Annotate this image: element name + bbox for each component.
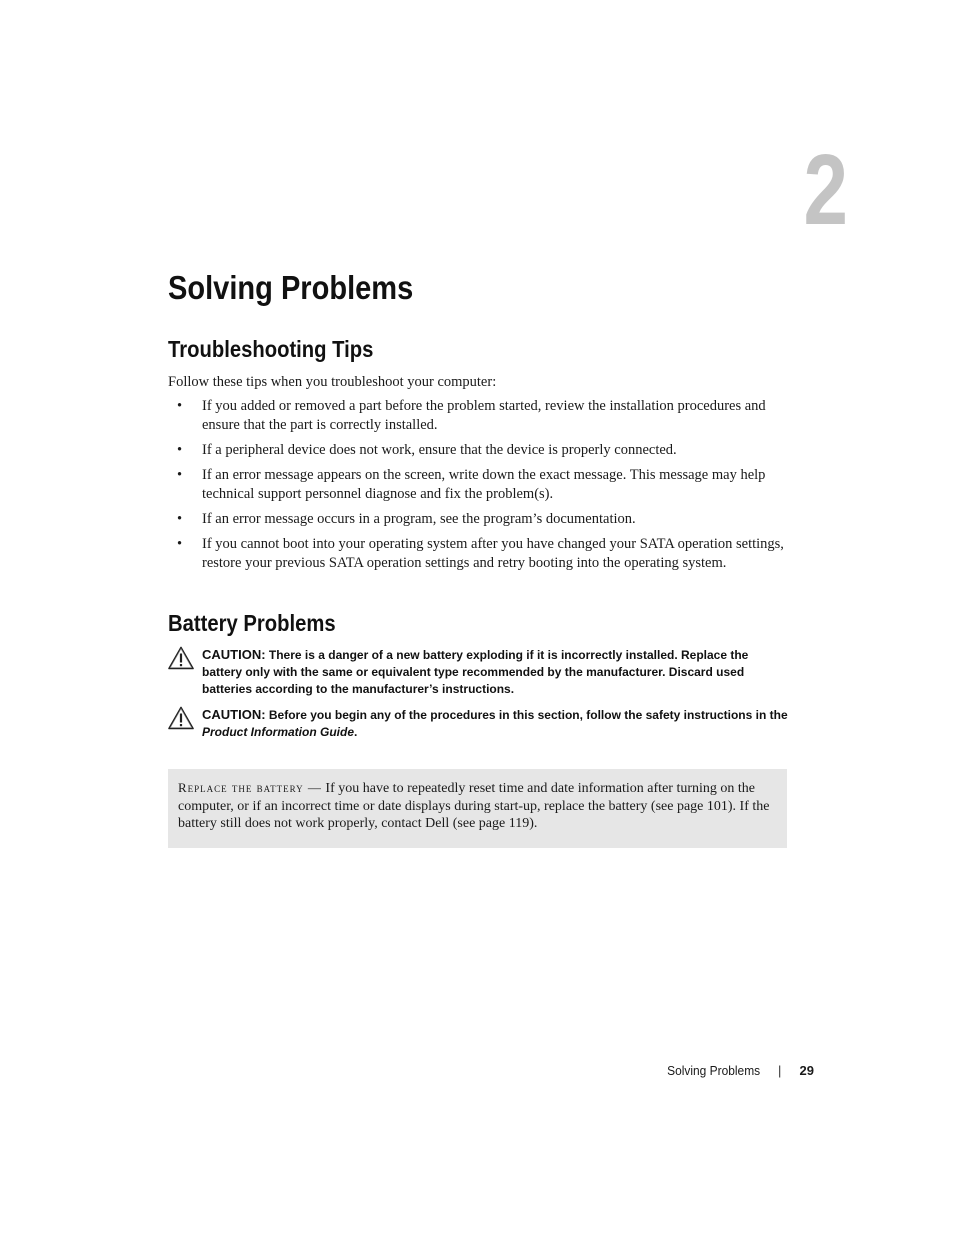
page-number: 29: [799, 1063, 814, 1078]
list-item: [168, 441, 788, 460]
replace-battery-tip: [168, 769, 787, 848]
page-title: Solving Problems: [168, 269, 414, 306]
list-item: [168, 510, 788, 529]
list-item: [168, 535, 788, 573]
bullet-icon: •: [177, 536, 183, 552]
chapter-number: 2: [803, 134, 848, 246]
tip-text: If you added or removed a part before the problem started, review the installation procedures and ensure that the part is correctly installed.: [202, 398, 766, 433]
list-item: [168, 397, 788, 435]
footer-section: Solving Problems: [666, 1063, 760, 1078]
footer-separator: |: [778, 1063, 782, 1078]
caution-label: CAUTION:: [202, 647, 266, 662]
troubleshooting-intro: Follow these tips when you troubleshoot your computer:: [168, 374, 497, 390]
bullet-icon: •: [177, 467, 183, 483]
caution-text: There is a danger of a new battery exploding if it is incorrectly installed. Replace the battery only with the same or equivalent type recommended by the manufacturer. Discard used batteries according to the manufacturer’s instructions.: [202, 648, 749, 696]
bullet-icon: •: [177, 442, 183, 458]
troubleshooting-heading: Troubleshooting Tips: [168, 336, 374, 362]
caution-label: CAUTION:: [202, 707, 266, 722]
tip-text: If an error message occurs in a program, see the program’s documentation.: [202, 511, 636, 527]
battery-heading: Battery Problems: [168, 610, 336, 636]
warning-triangle-icon: [168, 706, 194, 730]
warning-triangle-icon: [168, 646, 194, 670]
product-information-guide-title: Product Information Guide: [202, 725, 354, 739]
caution-end: .: [354, 725, 358, 739]
tip-text: If a peripheral device does not work, ensure that the device is properly connected.: [202, 442, 677, 458]
list-item: [168, 466, 788, 504]
tip-body: If you have to repeatedly reset time and date information after turning on the computer, or if an incorrect time or date displays during start-up, replace the battery (see page 101). If the battery still does not work properly, contact Dell (see page 119).: [178, 781, 770, 831]
bullet-icon: •: [177, 511, 183, 527]
bullet-icon: •: [177, 398, 183, 414]
tips-list: [168, 397, 788, 579]
caution-text: Before you begin any of the procedures in this section, follow the safety instructions in the: [268, 708, 788, 722]
tip-text: If an error message appears on the screen, write down the exact message. This message may help technical support personnel diagnose and fix the problem(s).: [202, 467, 766, 502]
tip-label: Replace the battery —: [178, 780, 322, 795]
tip-text: If you cannot boot into your operating system after you have changed your SATA operation settings, restore your previous SATA operation settings and retry booting into the operating system.: [202, 536, 784, 571]
caution-notice: [168, 706, 788, 741]
caution-notice: [168, 646, 788, 698]
